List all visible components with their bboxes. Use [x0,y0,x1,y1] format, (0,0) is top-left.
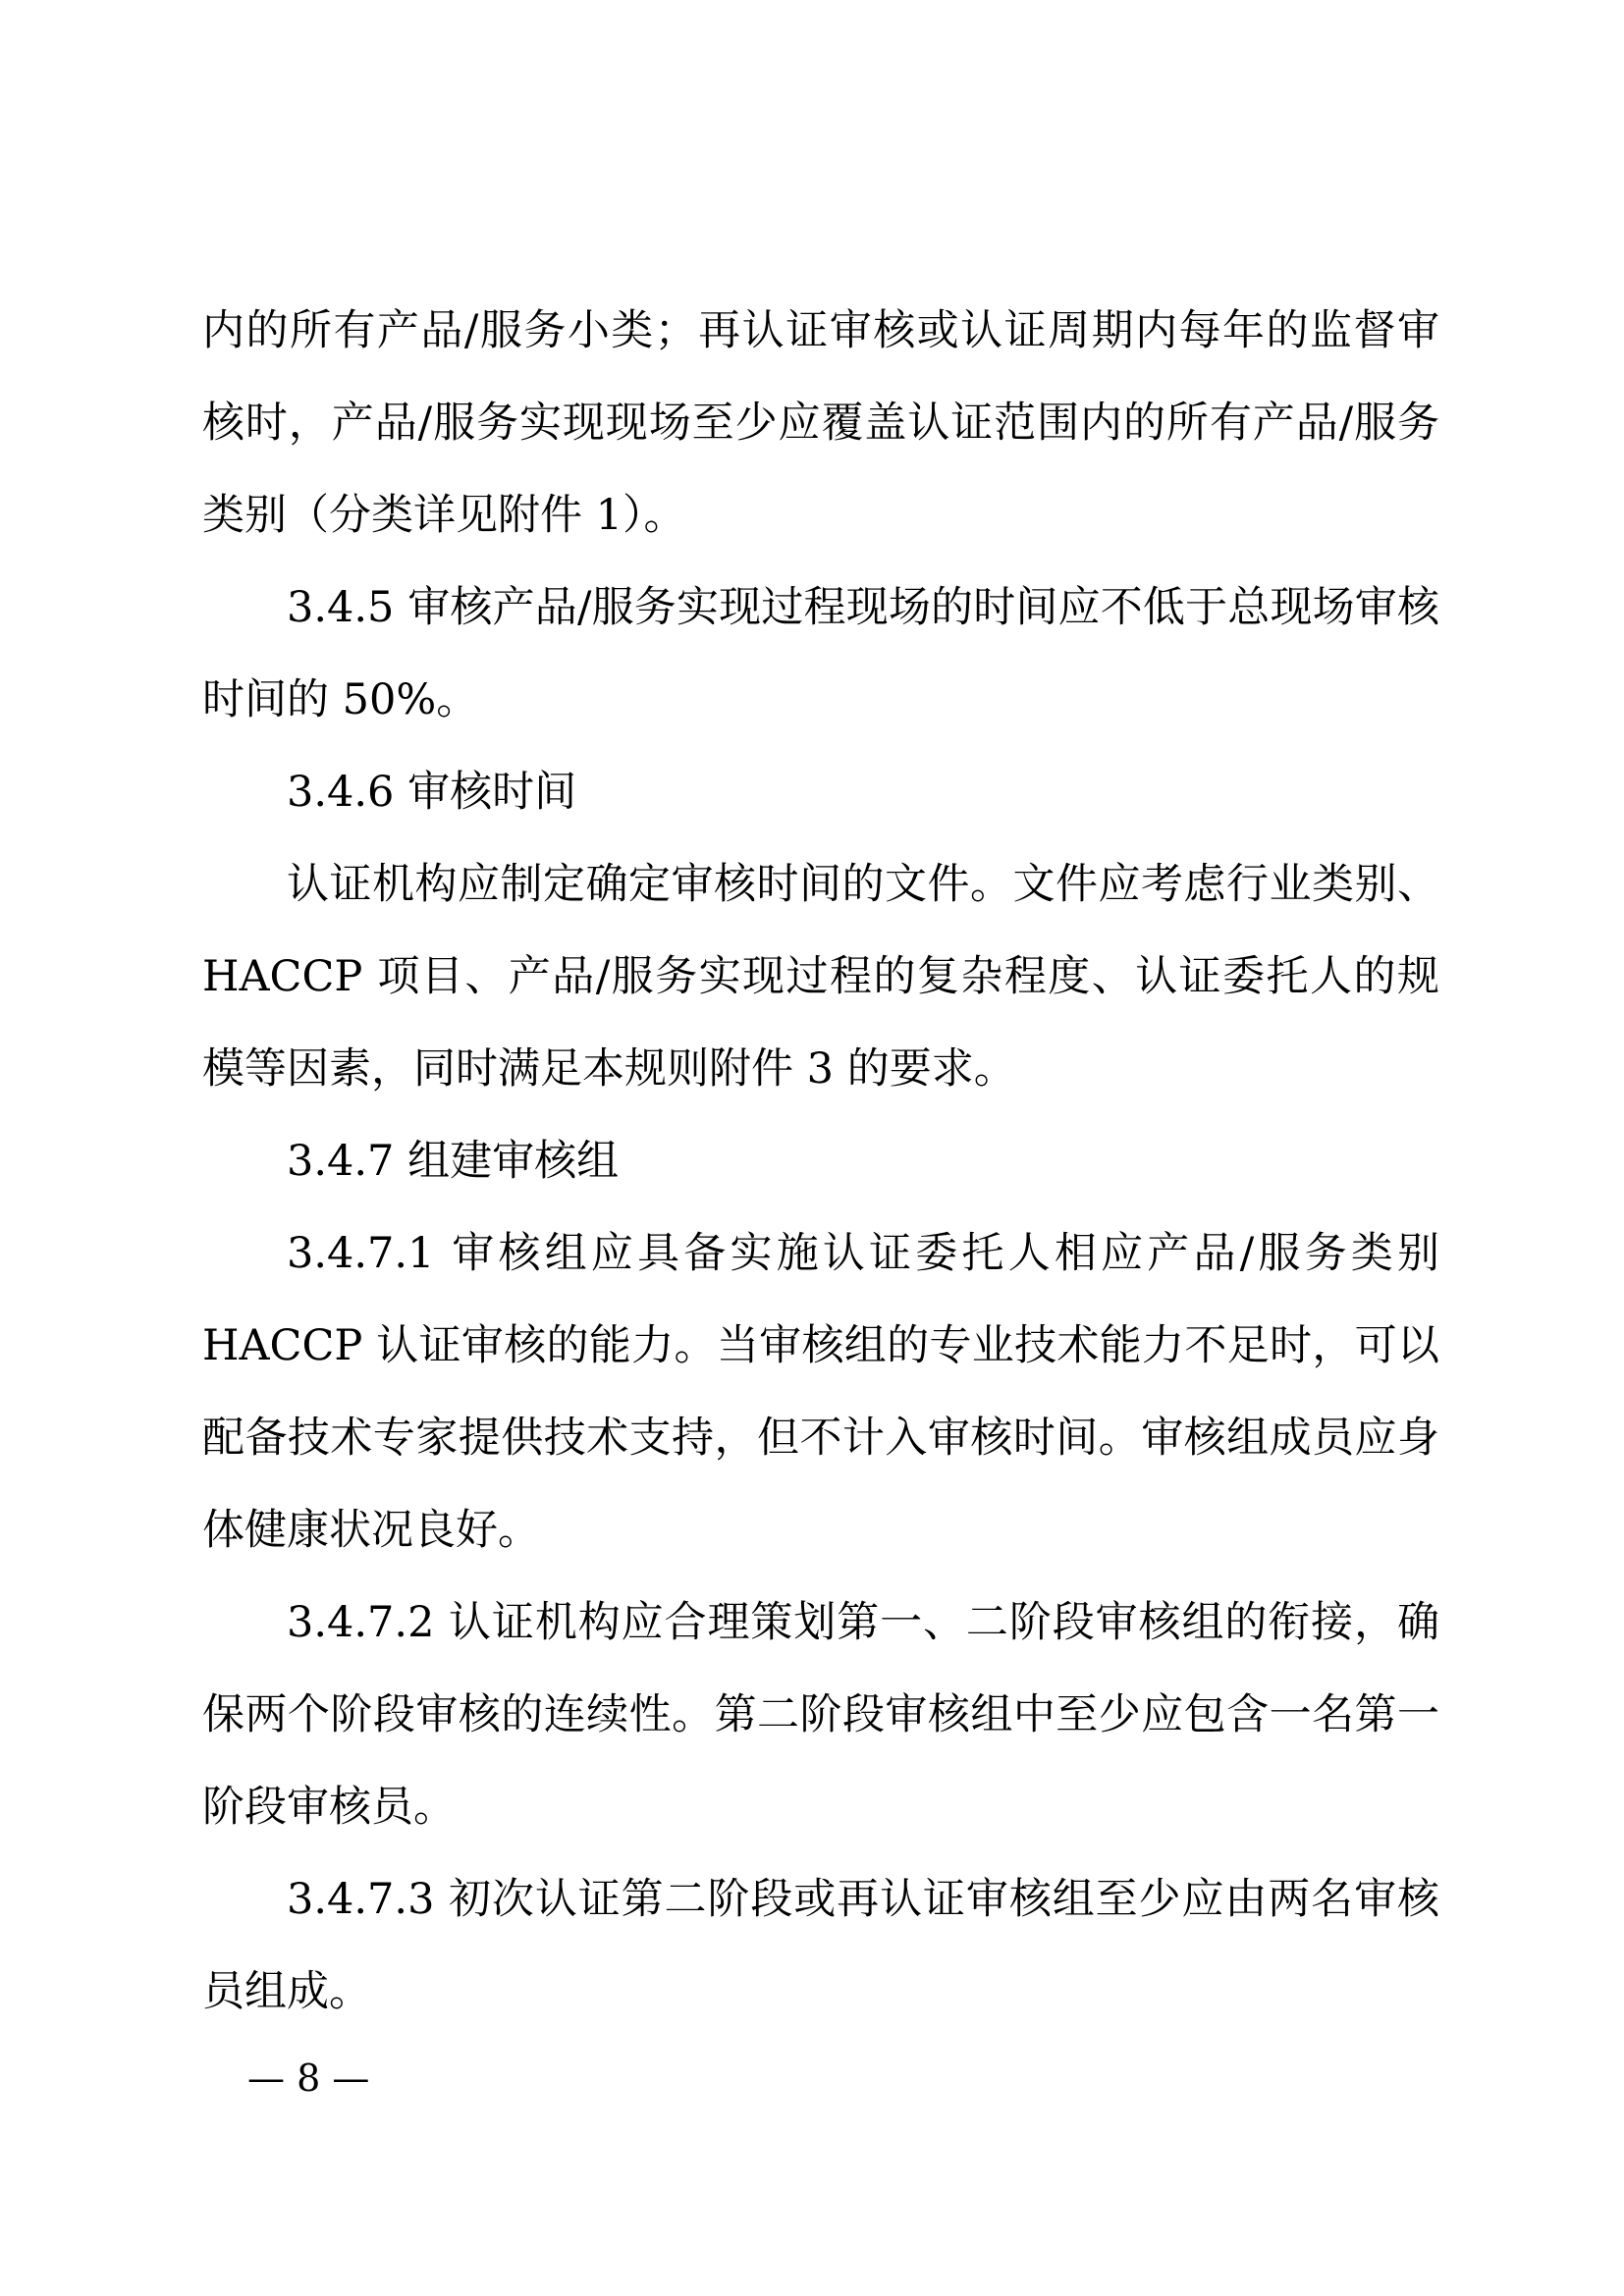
body-text [202,285,1439,2038]
page-number: — 8 — [247,2056,370,2100]
paragraph-3-4-5: 3.4.5 审核产品/服务实现过程现场的时间应不低于总现场审核时间的 50%。 [202,583,1439,724]
paragraph-audit-time: 认证机构应制定确定审核时间的文件。文件应考虑行业类别、HACCP 项目、产品/服务实现过程的复杂程度、认证委托人的规模等因素，同时满足本规则附件 3 的要求。 [202,860,1439,1094]
paragraph-scope-continuation: 内的所有产品/服务小类；再认证审核或认证周期内每年的监督审核时，产品/服务实现现场至少应覆盖认证范围内的所有产品/服务类别（分类详见附件 1）。 [202,306,1439,540]
paragraph-3-4-7-3: 3.4.7.3 初次认证第二阶段或再认证审核组至少应由两名审核员组成。 [202,1875,1439,2016]
heading-3-4-7: 3.4.7 组建审核组 [287,1137,620,1186]
heading-3-4-6: 3.4.6 审核时间 [287,768,577,817]
paragraph-3-4-7-1: 3.4.7.1 审核组应具备实施认证委托人相应产品/服务类别 HACCP 认证审核的能力。当审核组的专业技术能力不足时，可以配备技术专家提供技术支持，但不计入审核时间。审核组成员应身体健康状况良好。 [202,1229,1439,1555]
paragraph-3-4-7-2: 3.4.7.2 认证机构应合理策划第一、二阶段审核组的衔接，确保两个阶段审核的连续性。第二阶段审核组中至少应包含一名第一阶段审核员。 [202,1598,1439,1832]
